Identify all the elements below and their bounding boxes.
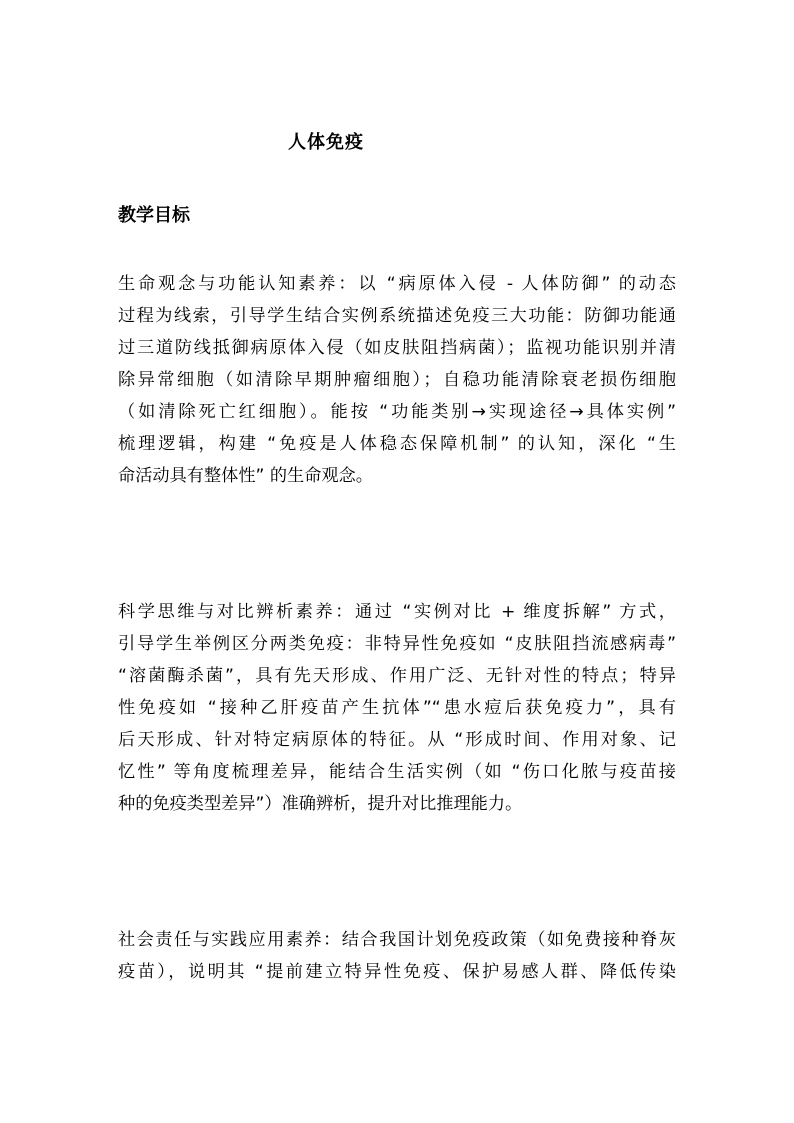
paragraph-line: 种的免疫类型差异”）准确辨析，提升对比推理能力。 (118, 794, 523, 814)
paragraph-line: 忆性” 等角度梳理差异，能结合生活实例（如 “伤口化脓与疫苗接 (118, 762, 676, 782)
paragraph-life-concept (118, 268, 676, 492)
paragraph-line: “溶菌酶杀菌”，具有先天形成、作用广泛、无针对性的特点；特异 (118, 666, 676, 686)
paragraph-line: 后天形成、针对特定病原体的特征。从 “形成时间、作用对象、记 (118, 730, 676, 750)
paragraph-line: 生命观念与功能认知素养：以 “病原体入侵 - 人体防御” 的动态 (118, 274, 676, 294)
paragraph-line: 梳理逻辑，构建 “免疫是人体稳态保障机制” 的认知，深化 “生 (118, 434, 676, 454)
section-heading-teaching-goals: 教学目标 (118, 205, 190, 226)
paragraph-line: 除异常细胞（如清除早期肿瘤细胞）；自稳功能清除衰老损伤细胞 (118, 370, 676, 390)
paragraph-line: （如清除死亡红细胞）。能按 “功能类别→实现途径→具体实例” (118, 402, 676, 422)
paragraph-line: 性免疫如 “接种乙肝疫苗产生抗体”“患水痘后获免疫力”，具有 (118, 698, 676, 718)
paragraph-line: 科学思维与对比辨析素养：通过 “实例对比 + 维度拆解” 方式， (118, 602, 676, 622)
paragraph-line: 过程为线索，引导学生结合实例系统描述免疫三大功能：防御功能通 (118, 306, 676, 326)
paragraph-scientific-thinking (118, 596, 676, 820)
paragraph-line: 过三道防线抵御病原体入侵（如皮肤阻挡病菌）；监视功能识别并清 (118, 338, 676, 358)
paragraph-line: 社会责任与实践应用素养：结合我国计划免疫政策（如免费接种脊灰 (118, 930, 676, 950)
paragraph-line: 疫苗），说明其 “提前建立特异性免疫、保护易感人群、降低传染 (118, 962, 676, 982)
paragraph-social-responsibility (118, 924, 676, 988)
document-title: 人体免疫 (288, 132, 364, 153)
paragraph-line: 命活动具有整体性” 的生命观念。 (118, 466, 373, 486)
paragraph-line: 引导学生举例区分两类免疫：非特异性免疫如 “皮肤阻挡流感病毒” (118, 634, 676, 654)
